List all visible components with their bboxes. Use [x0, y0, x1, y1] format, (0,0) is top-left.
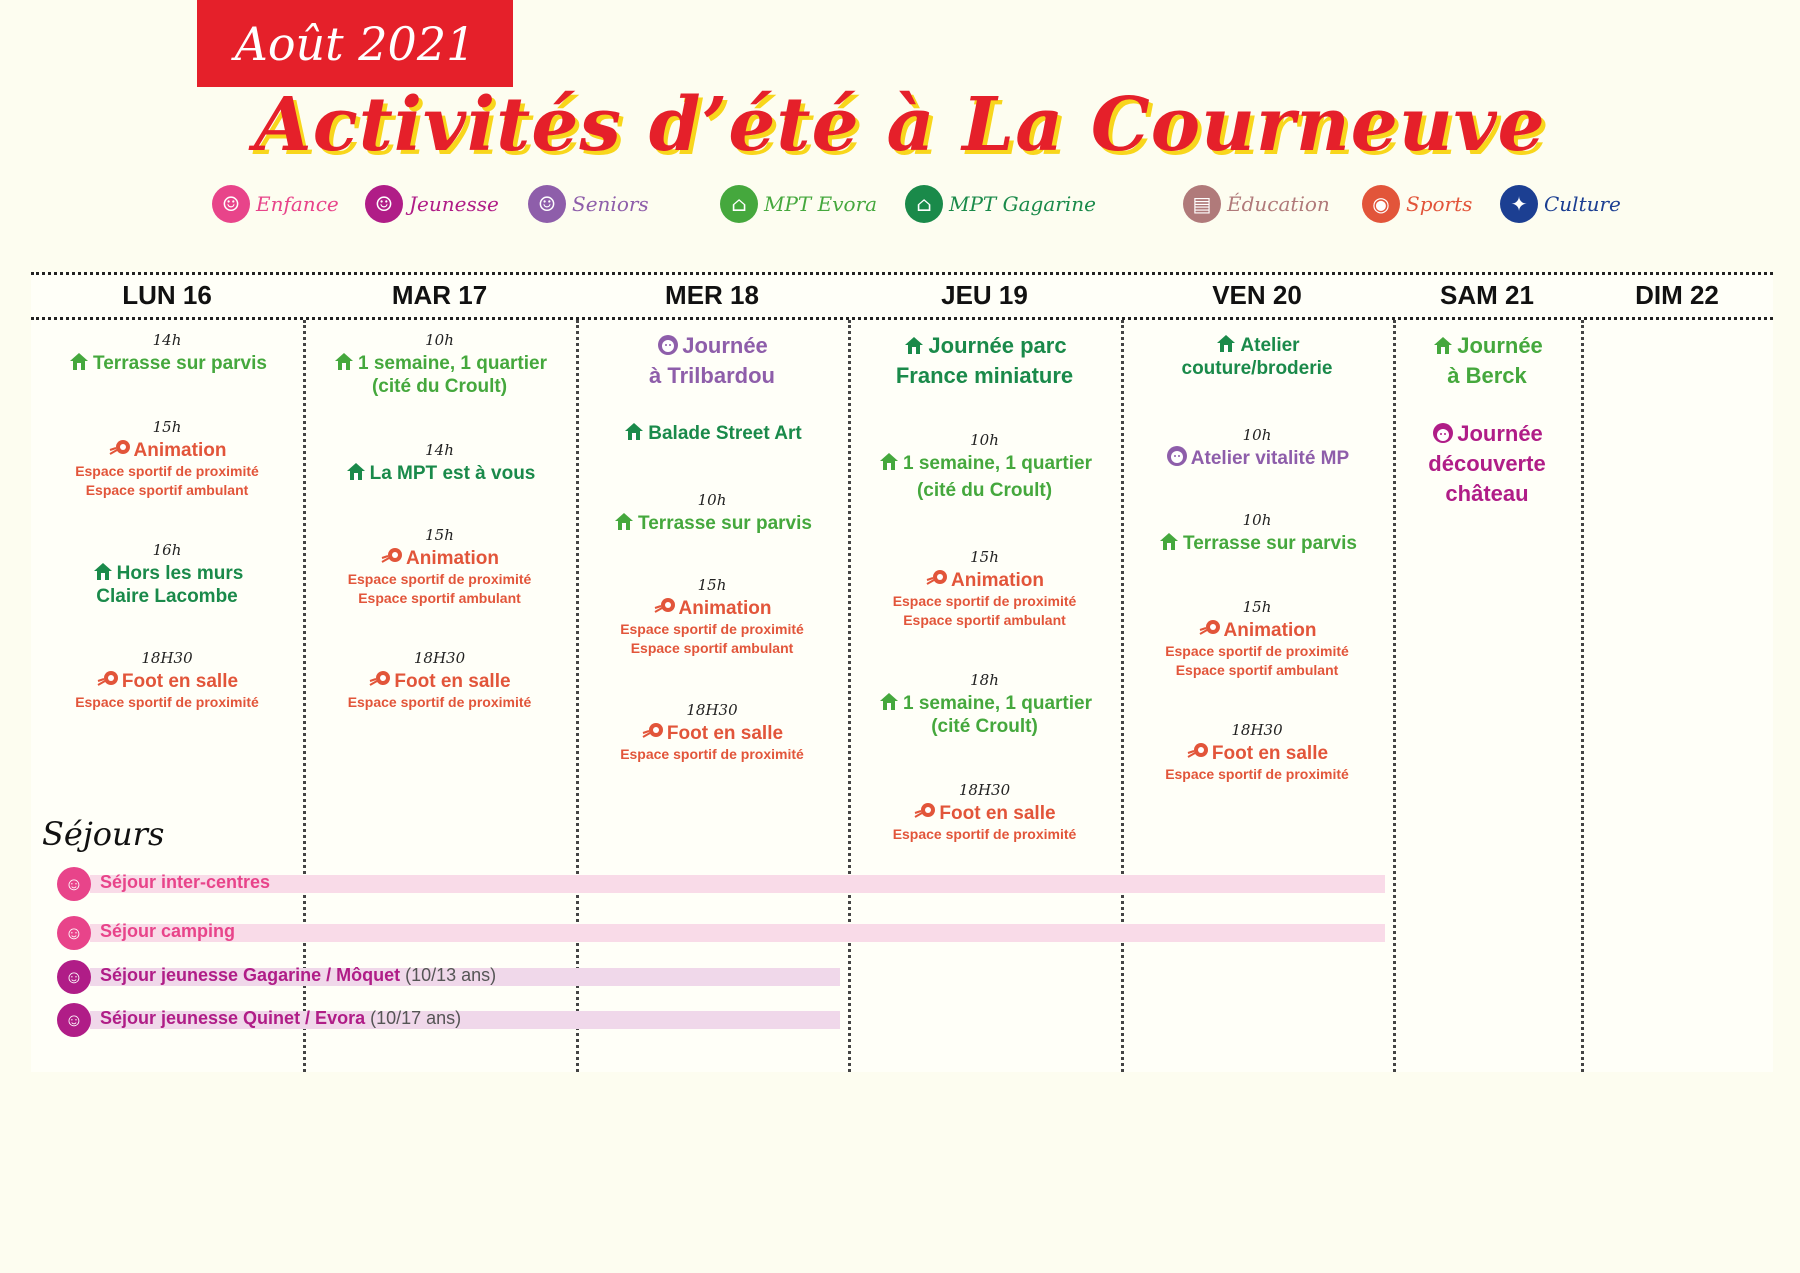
event-title: 1 semaine, 1 quartier: [848, 449, 1121, 475]
event-title-line2: couture/broderie: [1181, 358, 1333, 379]
house-icon: [902, 333, 926, 357]
legend: [0, 185, 1800, 225]
ball-icon: [913, 799, 937, 823]
event-item: [303, 527, 576, 608]
event-item: [1393, 331, 1581, 391]
house-icon: [622, 419, 646, 443]
event-item: [576, 577, 848, 658]
event-time: 16h: [152, 541, 182, 559]
event-location: Espace sportif ambulant: [630, 640, 794, 656]
event-title: Foot en salle: [848, 799, 1121, 825]
calendar-grid: [31, 272, 1773, 1072]
event-location: Espace sportif de proximité: [620, 746, 804, 762]
event-item: [31, 419, 303, 500]
event-title: Animation: [848, 566, 1121, 592]
legend-enfance: [212, 185, 339, 223]
event-location: Espace sportif de proximité: [75, 463, 259, 479]
event-location: Espace sportif de proximité: [75, 694, 259, 710]
event-time: 10h: [425, 331, 454, 349]
house-icon: [1157, 529, 1181, 553]
event-item: [848, 331, 1121, 391]
event-title-line2: France miniature: [895, 363, 1074, 388]
house-icon: ⌂: [720, 185, 758, 223]
event-title: Journée: [576, 331, 848, 361]
sejour-age-note: (10/17 ans): [370, 1008, 462, 1028]
event-item: [576, 331, 848, 391]
event-title-line2: (cité Croult): [931, 716, 1038, 737]
event-time: 15h: [425, 526, 454, 544]
ball-icon: [380, 544, 404, 568]
ball-icon: [653, 594, 677, 618]
event-location: Espace sportif de proximité: [892, 826, 1077, 842]
event-item: [303, 650, 576, 712]
event-title: Foot en salle: [1121, 739, 1393, 765]
legend-label: Jeunesse: [409, 192, 499, 216]
event-title: Foot en salle: [31, 667, 303, 693]
legend-label: Sports: [1406, 192, 1473, 216]
day-header-mer: MER 18: [665, 280, 759, 310]
event-location: Espace sportif de proximité: [892, 593, 1077, 609]
legend-education: [1183, 185, 1330, 223]
event-item: [1393, 419, 1581, 509]
event-title: Balade Street Art: [576, 419, 848, 445]
event-time: 15h: [152, 418, 182, 436]
event-item: [303, 332, 576, 398]
house-icon: [1214, 331, 1238, 355]
event-item: [848, 782, 1121, 844]
day-header-mar: MAR 17: [391, 280, 488, 310]
event-location: Espace sportif de proximité: [347, 571, 532, 587]
event-location: Espace sportif ambulant: [903, 612, 1066, 628]
event-item: [848, 672, 1121, 738]
event-title-line2: à Trilbardou: [649, 363, 775, 388]
legend-seniors: [528, 185, 649, 223]
house-icon: ⌂: [905, 185, 943, 223]
event-title: Animation: [31, 436, 303, 462]
legend-label: Culture: [1544, 192, 1621, 216]
event-item: [303, 442, 576, 485]
event-item: [1121, 512, 1393, 555]
sejour-bar: [90, 924, 1385, 942]
event-title: 1 semaine, 1 quartier: [848, 689, 1121, 715]
event-time: 15h: [1242, 598, 1272, 616]
legend-label: Seniors: [572, 192, 649, 216]
event-location: Espace sportif ambulant: [1175, 662, 1339, 678]
month-badge: Août 2021: [197, 0, 513, 87]
event-time: 15h: [970, 548, 999, 566]
event-title: Atelier: [1121, 331, 1393, 357]
child-face-icon: ☺: [57, 916, 91, 950]
ball-icon: [1186, 739, 1210, 763]
event-item: [31, 650, 303, 712]
ball-icon: [641, 719, 665, 743]
sejour-label: Séjour camping: [100, 921, 236, 941]
event-title: Animation: [1121, 616, 1393, 642]
stars-icon: ✦: [1500, 185, 1538, 223]
sejour-age-note: (10/13 ans): [405, 965, 497, 985]
event-location: Espace sportif ambulant: [358, 590, 521, 606]
house-icon: [344, 459, 368, 483]
day-header-ven: VEN 20: [1212, 280, 1302, 310]
youth-face-icon: ☺: [365, 185, 403, 223]
house-icon: [67, 349, 91, 373]
event-title-line2: (cité du Croult): [916, 480, 1053, 501]
event-time: 10h: [1242, 426, 1272, 444]
youth-face-icon: [1431, 421, 1455, 445]
event-item: [576, 492, 848, 535]
youth-face-icon: ☺: [57, 960, 91, 994]
event-item: [31, 332, 303, 375]
ball-icon: [108, 436, 132, 460]
event-title: La MPT est à vous: [303, 459, 576, 485]
house-icon: [612, 509, 636, 533]
event-title-line2: à Berck: [1447, 363, 1527, 388]
day-header-lun: LUN 16: [122, 280, 212, 310]
divider: [31, 317, 1773, 320]
sejour-label: Séjour inter-centres: [100, 872, 271, 892]
child-face-icon: ☺: [57, 867, 91, 901]
ball-icon: [96, 667, 120, 691]
youth-face-icon: ☺: [57, 1003, 91, 1037]
event-time: 14h: [425, 441, 454, 459]
senior-face-icon: ☺: [528, 185, 566, 223]
event-title: Terrasse sur parvis: [1121, 529, 1393, 555]
event-location: Espace sportif de proximité: [1165, 766, 1349, 782]
event-title-line2: (cité du Croult): [371, 376, 508, 397]
event-time: 18H30: [413, 649, 466, 667]
ball-icon: ◉: [1362, 185, 1400, 223]
event-time: 18h: [970, 671, 999, 689]
event-item: [576, 702, 848, 764]
house-icon: [877, 689, 901, 713]
legend-jeunesse: [365, 185, 499, 223]
event-location: Espace sportif de proximité: [620, 621, 804, 637]
house-icon: [332, 349, 356, 373]
day-header-dim: DIM 22: [1635, 280, 1719, 310]
event-time: 15h: [697, 576, 727, 594]
event-location: Espace sportif de proximité: [1165, 643, 1349, 659]
event-item: [1121, 427, 1393, 470]
house-icon: [91, 559, 115, 583]
event-item: [1121, 331, 1393, 380]
event-time: 18H30: [686, 701, 738, 719]
event-title: Terrasse sur parvis: [576, 509, 848, 535]
event-location: Espace sportif de proximité: [347, 694, 532, 710]
event-title: Animation: [303, 544, 576, 570]
event-title: Journée: [1393, 419, 1581, 449]
legend-mpt-gagarine: [905, 185, 1096, 223]
sejour-label: Séjour jeunesse Gagarine / Môquet (10/13 ans): [100, 965, 497, 985]
event-time: 10h: [1242, 511, 1272, 529]
page-title: Activités d’été à La Courneuve: [254, 82, 1546, 168]
event-title: Hors les murs: [31, 559, 303, 585]
book-icon: ▤: [1183, 185, 1221, 223]
sejour-label: Séjour jeunesse Quinet / Evora (10/17 ans): [100, 1008, 462, 1028]
ball-icon: [925, 566, 949, 590]
event-title: Atelier vitalité MP: [1121, 444, 1393, 470]
legend-label: MPT Gagarine: [949, 192, 1096, 216]
divider: [1581, 320, 1584, 1072]
day-header-jeu: JEU 19: [941, 280, 1028, 310]
event-title: Foot en salle: [303, 667, 576, 693]
event-time: 10h: [970, 431, 999, 449]
senior-face-icon: [656, 333, 680, 357]
event-title: Journée: [1393, 331, 1581, 361]
event-title: Foot en salle: [576, 719, 848, 745]
event-title-line2: Claire Lacombe: [96, 586, 238, 607]
event-title-line2: découverte: [1428, 451, 1546, 476]
event-time: 18H30: [1231, 721, 1283, 739]
senior-face-icon: [1165, 444, 1189, 468]
legend-label: Éducation: [1227, 192, 1330, 216]
sejours-title: Séjours: [42, 815, 165, 853]
event-item: [848, 549, 1121, 630]
event-item: [1121, 599, 1393, 680]
legend-label: Enfance: [256, 192, 339, 216]
house-icon: [1431, 333, 1455, 357]
event-item: [576, 419, 848, 445]
event-time: 18H30: [958, 781, 1011, 799]
event-title: Journée parc: [848, 331, 1121, 361]
event-title: Terrasse sur parvis: [31, 349, 303, 375]
divider: [31, 272, 1773, 275]
day-header-sam: SAM 21: [1440, 280, 1534, 310]
event-time: 18H30: [141, 649, 193, 667]
legend-label: MPT Evora: [764, 192, 878, 216]
event-item: [1121, 722, 1393, 784]
event-time: 10h: [697, 491, 727, 509]
legend-culture: [1500, 185, 1621, 223]
event-item: [31, 542, 303, 608]
event-title-line3: château: [1445, 481, 1529, 506]
ball-icon: [368, 667, 392, 691]
event-title: Animation: [576, 594, 848, 620]
legend-mpt-evora: [720, 185, 877, 223]
event-title: 1 semaine, 1 quartier: [303, 349, 576, 375]
house-icon: [877, 449, 901, 473]
legend-sports: [1362, 185, 1472, 223]
sejour-bar: [90, 875, 1385, 893]
event-location: Espace sportif ambulant: [85, 482, 249, 498]
event-time: 14h: [152, 331, 182, 349]
child-face-icon: ☺: [212, 185, 250, 223]
ball-icon: [1198, 616, 1222, 640]
event-item: [848, 432, 1121, 502]
